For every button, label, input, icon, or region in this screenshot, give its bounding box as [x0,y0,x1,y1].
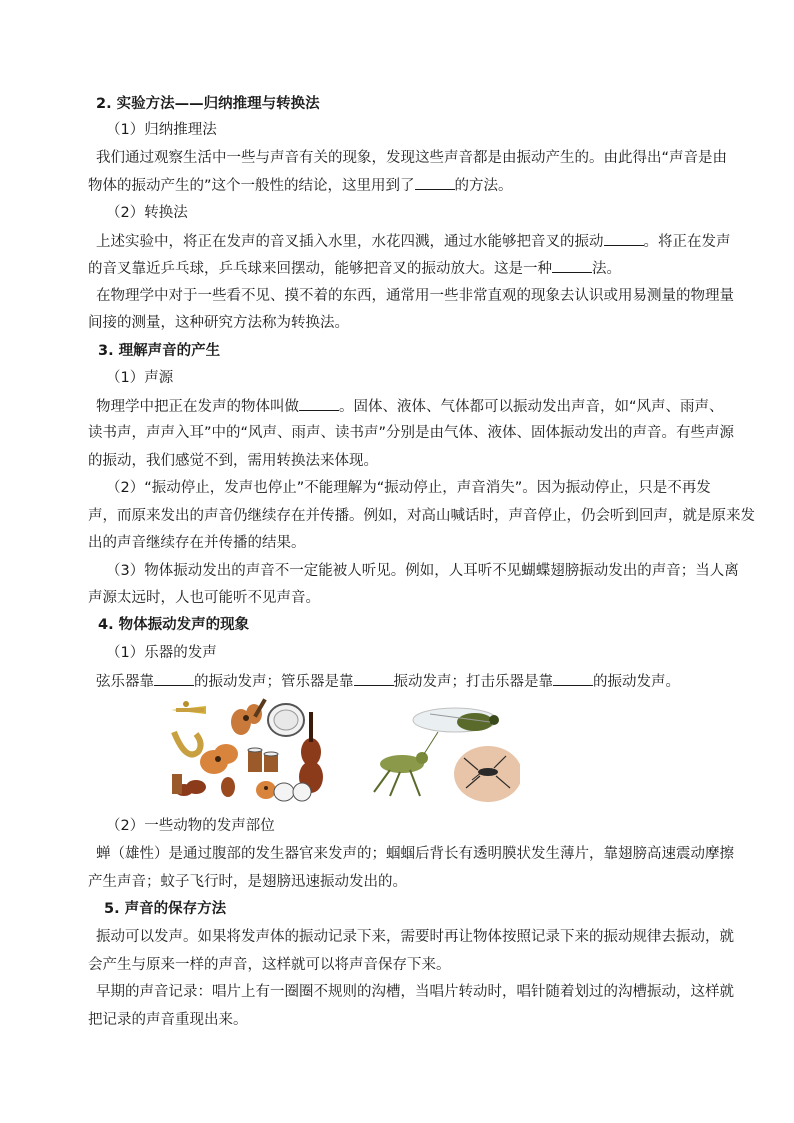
fill-blank[interactable] [553,671,593,686]
fill-blank[interactable] [299,396,339,411]
section-4-title: 4. 物体振动发声的现象 [98,617,250,633]
text: 物理学中把正在发声的物体叫做 [96,399,299,415]
section-4-sub2: （2）一些动物的发声部位 [106,818,275,834]
paragraph: （2）“振动停止，发声也停止”不能理解为“振动停止，声音消失”。因为振动停止，只是不再发 [106,480,711,496]
mosquito-on-skin-icon [454,746,520,802]
paragraph: 会产生与原来一样的声音，这样就可以将声音保存下来。 [88,957,451,973]
paragraph [96,231,731,252]
text: 物体的振动产生的”这个一般性的结论，这里用到了 [88,178,415,194]
drum-pair-icon [274,783,311,801]
text: 的振动发声。 [593,674,680,690]
section-2-title: 2. 实验方法——归纳推理与转换法 [96,96,320,112]
paragraph: 出的声音继续存在并传播的结果。 [88,535,306,551]
paragraph: 声源太远时，人也可能听不见声音。 [88,590,320,606]
paragraph: 把记录的声音重现出来。 [88,1012,248,1028]
section-4-sub1: （1）乐器的发声 [106,645,217,661]
fill-blank[interactable] [154,671,194,686]
paragraph: 蝉（雄性）是通过腹部的发生器官来发声的；蝈蝈后背长有透明膜状发生薄片，靠翅膀高速震动摩擦 [96,846,734,862]
paragraph: 的振动，我们感觉不到，需用转换法来体现。 [88,453,378,469]
grasshopper-icon [374,732,438,796]
text: 的音叉靠近乒乓球，乒乓球来回摆动，能够把音叉的振动放大。这是一种 [88,261,552,277]
section-2-sub2: （2）转换法 [106,205,188,221]
section-5-title: 5. 声音的保存方法 [104,901,227,917]
paragraph [96,396,724,417]
paragraph: 我们通过观察生活中一些与声音有关的现象，发现这些声音都是由振动产生的。由此得出“声音是由 [96,150,728,166]
paragraph: 振动可以发声。如果将发声体的振动记录下来，需要时再让物体按照记录下来的振动规律去振动，就 [96,929,734,945]
paragraph [88,175,513,196]
paragraph: 早期的声音记录：唱片上有一圈圈不规则的沟槽，当唱片转动时，唱针随着划过的沟槽振动，这样就 [96,984,734,1000]
guitar-icon [231,698,267,735]
paragraph: 在物理学中对于一些看不见、摸不着的东西，通常用一些非常直观的现象去认识或用易测量的物理量 [96,288,734,304]
fill-blank[interactable] [415,175,455,190]
text: 。将正在发声 [643,234,731,250]
text: 的方法。 [454,178,513,194]
fill-blank[interactable] [552,258,592,273]
text: 弦乐器靠 [96,674,154,690]
acoustic-guitar-icon [200,744,238,774]
text: 的振动发声；管乐器是靠 [194,674,354,690]
paragraph: 间接的测量，这种研究方法称为转换法。 [88,315,349,331]
paragraph [88,258,621,279]
insects-image [360,692,520,810]
section-2-sub1: （1）归纳推理法 [106,122,217,138]
text: 振动发声；打击乐器是靠 [393,674,553,690]
paragraph: 产生声音；蚊子飞行时，是翅膀迅速振动发出的。 [88,874,407,890]
paragraph: 读书声，声声入耳”中的“风声、雨声、读书声”分别是由气体、液体、固体振动发出的声音。有些声源 [88,425,735,441]
paragraph: （3）物体振动发出的声音不一定能被人听见。例如，人耳听不见蝴蝶翅膀振动发出的声音；当人离 [106,563,739,579]
drum-icon [268,704,304,736]
paragraph [96,671,680,692]
text: 法。 [592,261,621,277]
musical-instruments-image [166,692,326,807]
violin-icon [175,777,235,797]
section-3-title: 3. 理解声音的产生 [98,343,221,359]
text: 上述实验中，将正在发声的音叉插入水里，水花四溅，通过水能够把音叉的振动 [96,234,604,250]
fill-blank[interactable] [354,671,394,686]
small-guitar-icon [256,781,276,799]
section-3-sub1: （1）声源 [106,370,174,386]
paragraph: 声，而原来发出的声音仍继续存在并传播。例如，对高山喊话时，声音停止，仍会听到回声，就是原来发 [88,508,755,524]
trumpet-icon [171,701,206,714]
saxophone-icon [174,732,201,755]
cicada-icon [413,708,499,732]
fill-blank[interactable] [604,231,644,246]
text: 。固体、液体、气体都可以振动发出声音，如“风声、雨声、 [339,399,724,415]
